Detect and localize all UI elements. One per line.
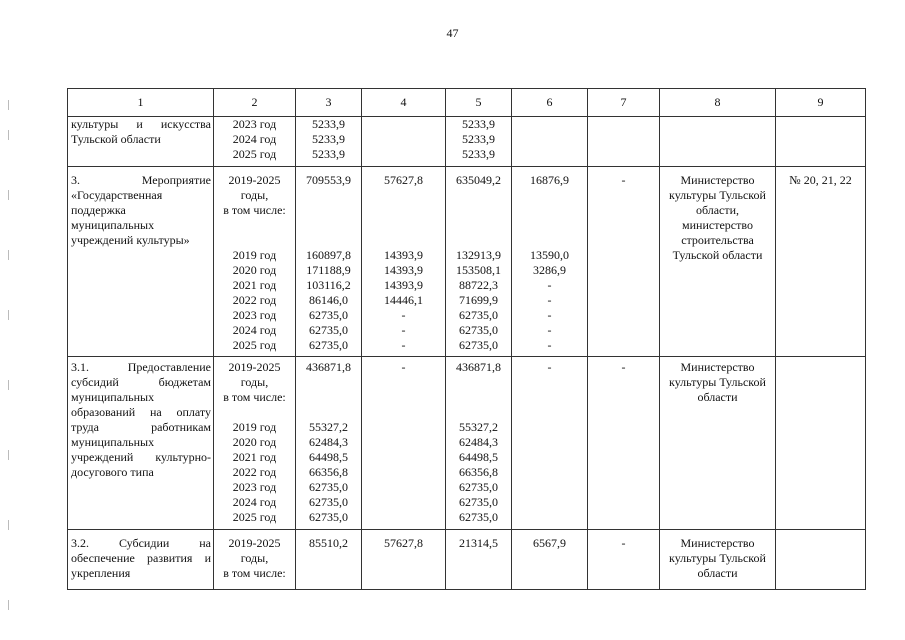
amount-value: 71699,9 [459, 293, 498, 307]
total-value: - [621, 536, 626, 550]
year-label: 2024 год [232, 323, 277, 337]
description-line: 3.1. Предоставление [71, 360, 211, 374]
col-header-5: 5 [446, 89, 512, 117]
total-value: 709553,9 [306, 173, 351, 187]
responsible-cell [660, 530, 776, 590]
indicator-cell [776, 530, 866, 590]
year-label: 2019 год [232, 420, 277, 434]
col-header-1: 1 [68, 89, 214, 117]
amount-value: 13590,0 [530, 248, 569, 262]
description-line: Тульской области [71, 132, 161, 146]
amount-col7 [588, 117, 660, 167]
indicator-cell [776, 357, 866, 530]
amount-value: 5233,9 [312, 132, 345, 146]
amount-value: 88722,3 [459, 278, 498, 292]
amount-value: 171188,9 [306, 263, 351, 277]
amount-value: 103116,2 [306, 278, 351, 292]
amount-col3 [296, 357, 362, 530]
responsible-line: области, [695, 203, 740, 217]
year-label: 2021 год [232, 278, 277, 292]
budget-table [67, 88, 866, 590]
amount-value: 62484,3 [459, 435, 498, 449]
description-line: «Государственная [71, 188, 163, 202]
responsible-line: министерство [682, 218, 753, 232]
year-cell [214, 167, 296, 357]
indicator-cell [776, 117, 866, 167]
amount-value: - [547, 308, 552, 322]
col-header-2: 2 [214, 89, 296, 117]
responsible-line: Министерство [680, 173, 755, 187]
amount-value: 14446,1 [384, 293, 423, 307]
description-line: муниципальных [71, 435, 155, 449]
amount-value: 55327,2 [309, 420, 348, 434]
table-row [68, 530, 866, 590]
amount-col6 [512, 530, 588, 590]
description-line: труда работникам [71, 420, 211, 434]
responsible-line: области [697, 390, 738, 404]
responsible-line: культуры Тульской [669, 188, 766, 202]
amount-value: 62735,0 [309, 510, 348, 524]
amount-value: 62484,3 [309, 435, 348, 449]
col-header-8: 8 [660, 89, 776, 117]
amount-value: - [401, 338, 406, 352]
amount-value: 62735,0 [459, 308, 498, 322]
period-label: 2019-2025 [228, 536, 281, 550]
total-value: - [401, 360, 406, 374]
responsible-cell [660, 117, 776, 167]
amount-col5 [446, 530, 512, 590]
description-line: образований на оплату [71, 405, 211, 419]
responsible-cell [660, 357, 776, 530]
year-cell [214, 530, 296, 590]
amount-value: 62735,0 [309, 308, 348, 322]
year-label: 2023 год [232, 308, 277, 322]
amount-value: 62735,0 [459, 323, 498, 337]
responsible-line: Министерство [680, 536, 755, 550]
responsible-line: культуры Тульской [669, 551, 766, 565]
amount-value: - [547, 293, 552, 307]
year-label: 2024 год [232, 495, 277, 509]
year-label: 2023 год [232, 117, 277, 131]
binding-marks [8, 100, 10, 620]
table-row [68, 357, 866, 530]
row-description [68, 530, 214, 590]
amount-value: - [547, 338, 552, 352]
description-line: поддержка [71, 203, 126, 217]
total-value: 436871,8 [456, 360, 501, 374]
total-value: 6567,9 [533, 536, 566, 550]
responsible-line: Министерство [680, 360, 755, 374]
year-label: 2021 год [232, 450, 277, 464]
amount-value: 62735,0 [459, 338, 498, 352]
amount-value: 62735,0 [309, 323, 348, 337]
amount-col3 [296, 530, 362, 590]
amount-value: 62735,0 [459, 480, 498, 494]
description-line: досугового типа [71, 465, 154, 479]
table-row [68, 117, 866, 167]
total-value: 21314,5 [459, 536, 498, 550]
year-label: 2024 год [232, 132, 277, 146]
amount-col6 [512, 357, 588, 530]
amount-value: 66356,8 [459, 465, 498, 479]
amount-value: - [401, 308, 406, 322]
responsible-line: Тульской области [672, 248, 763, 262]
total-value: - [621, 360, 626, 374]
year-cell [214, 117, 296, 167]
responsible-line: культуры Тульской [669, 375, 766, 389]
description-line: культуры и искусства [71, 117, 211, 131]
amount-value: 64498,5 [459, 450, 498, 464]
year-label: 2025 год [232, 338, 277, 352]
description-line: муниципальных [71, 390, 155, 404]
amount-value: 5233,9 [462, 132, 495, 146]
year-label: 2023 год [232, 480, 277, 494]
year-label: 2020 год [232, 435, 277, 449]
amount-value: 62735,0 [459, 510, 498, 524]
col-header-7: 7 [588, 89, 660, 117]
amount-value: 62735,0 [309, 338, 348, 352]
description-line: 3.2. Субсидии на [71, 536, 211, 550]
total-value: 57627,8 [384, 536, 423, 550]
amount-col6 [512, 117, 588, 167]
amount-value: 62735,0 [459, 495, 498, 509]
total-value: 16876,9 [530, 173, 569, 187]
amount-value: 5233,9 [312, 117, 345, 131]
col-header-9: 9 [776, 89, 866, 117]
year-cell [214, 357, 296, 530]
period-label: 2019-2025 [228, 360, 281, 374]
total-value: 57627,8 [384, 173, 423, 187]
indicator-value: № 20, 21, 22 [789, 173, 852, 187]
amount-value: 62735,0 [309, 495, 348, 509]
responsible-line: строительства [681, 233, 754, 247]
row-description [68, 357, 214, 530]
amount-col5 [446, 167, 512, 357]
amount-value: 3286,9 [533, 263, 566, 277]
amount-col6 [512, 167, 588, 357]
amount-value: 5233,9 [462, 147, 495, 161]
amount-value: 66356,8 [309, 465, 348, 479]
amount-col3 [296, 117, 362, 167]
amount-col7 [588, 357, 660, 530]
year-label: 2022 год [232, 293, 277, 307]
col-header-4: 4 [362, 89, 446, 117]
col-header-3: 3 [296, 89, 362, 117]
description-line: учреждений культурно- [71, 450, 211, 464]
row-description [68, 167, 214, 357]
amount-col3 [296, 167, 362, 357]
amount-value: 14393,9 [384, 248, 423, 262]
amount-value: 160897,8 [306, 248, 351, 262]
amount-value: 64498,5 [309, 450, 348, 464]
period-label: в том числе: [223, 390, 286, 404]
amount-col5 [446, 117, 512, 167]
indicator-cell [776, 167, 866, 357]
total-value: - [621, 173, 626, 187]
total-value: 436871,8 [306, 360, 351, 374]
year-label: 2019 год [232, 248, 277, 262]
amount-value: - [547, 278, 552, 292]
year-label: 2022 год [232, 465, 277, 479]
total-value: 635049,2 [456, 173, 501, 187]
amount-col4 [362, 167, 446, 357]
description-line: муниципальных [71, 218, 155, 232]
amount-value: 62735,0 [309, 480, 348, 494]
period-label: годы, [240, 375, 269, 389]
year-label: 2025 год [232, 510, 277, 524]
description-line: обеспечение развития и [71, 551, 211, 565]
page-number: 47 [446, 26, 459, 40]
description-line: 3. Мероприятие [71, 173, 211, 187]
period-label: годы, [240, 188, 269, 202]
year-label: 2020 год [232, 263, 277, 277]
period-label: 2019-2025 [228, 173, 281, 187]
amount-value: - [401, 323, 406, 337]
amount-value: 55327,2 [459, 420, 498, 434]
col-header-6: 6 [512, 89, 588, 117]
row-description [68, 117, 214, 167]
total-value: 85510,2 [309, 536, 348, 550]
amount-value: 153508,1 [456, 263, 501, 277]
description-line: учреждений культуры» [71, 233, 190, 247]
description-line: укрепления [71, 566, 131, 580]
amount-col4 [362, 357, 446, 530]
amount-value: 5233,9 [462, 117, 495, 131]
description-line: субсидий бюджетам [71, 375, 211, 389]
amount-col7 [588, 530, 660, 590]
amount-value: 132913,9 [456, 248, 501, 262]
table-row [68, 167, 866, 357]
amount-col4 [362, 117, 446, 167]
amount-col7 [588, 167, 660, 357]
amount-col5 [446, 357, 512, 530]
amount-value: 5233,9 [312, 147, 345, 161]
total-value: - [547, 360, 552, 374]
amount-value: 14393,9 [384, 278, 423, 292]
amount-col4 [362, 530, 446, 590]
header-row [68, 89, 866, 117]
period-label: в том числе: [223, 203, 286, 217]
amount-value: 86146,0 [309, 293, 348, 307]
amount-value: 14393,9 [384, 263, 423, 277]
responsible-line: области [697, 566, 738, 580]
period-label: годы, [240, 551, 269, 565]
year-label: 2025 год [232, 147, 277, 161]
period-label: в том числе: [223, 566, 286, 580]
responsible-cell [660, 167, 776, 357]
amount-value: - [547, 323, 552, 337]
